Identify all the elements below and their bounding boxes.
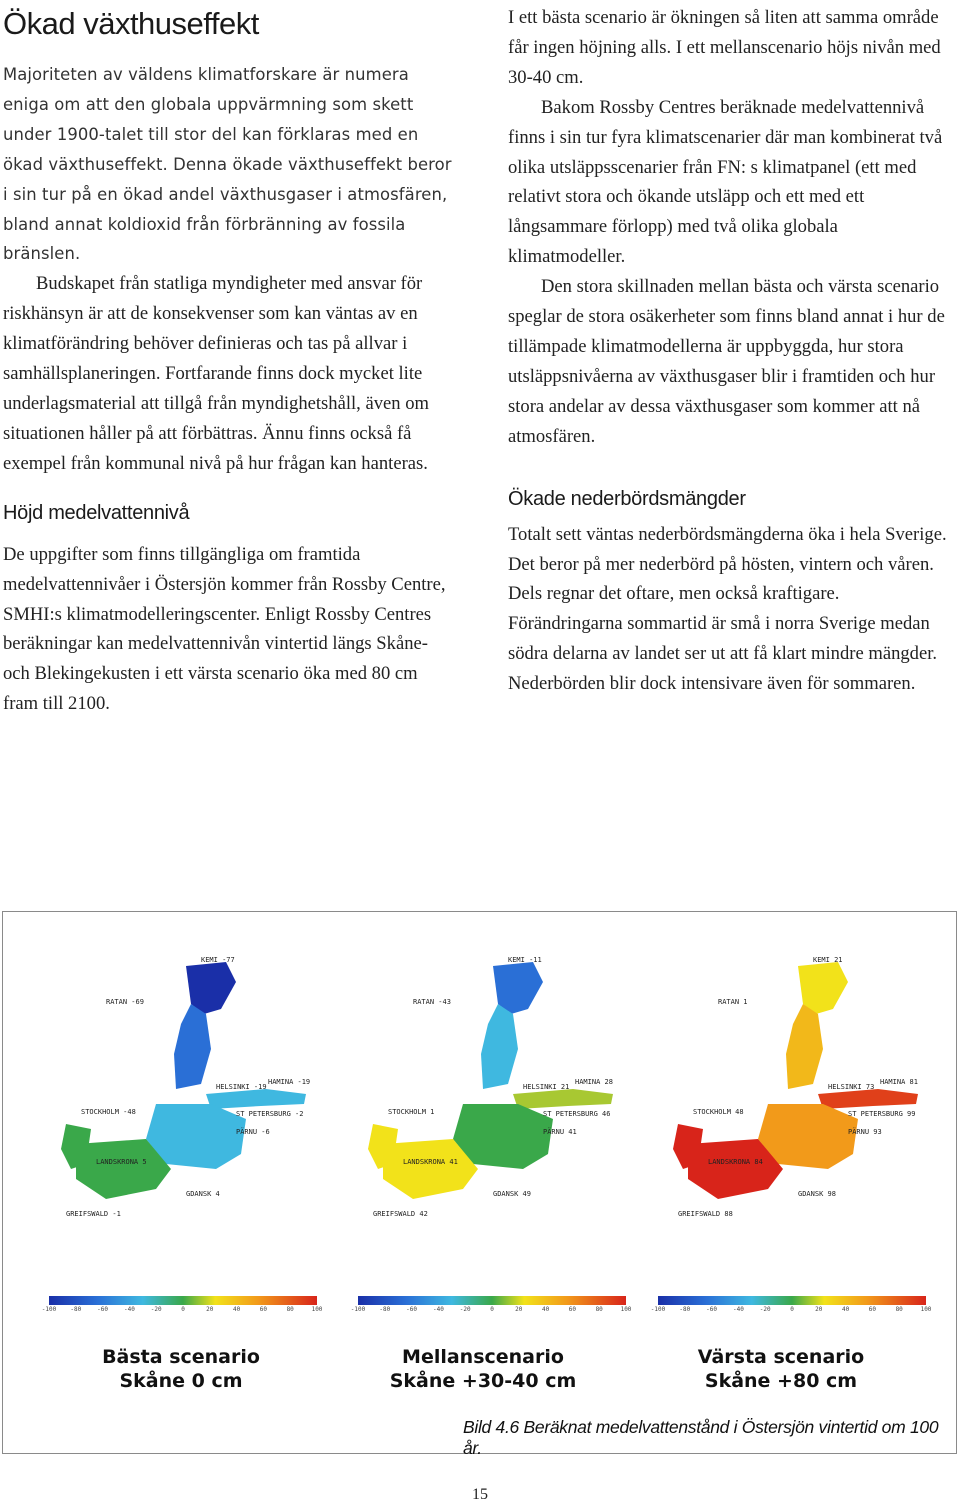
map-label-parnu: PÄRNU 93 bbox=[848, 1128, 882, 1136]
color-scale-tick: -80 bbox=[70, 1306, 82, 1313]
map-label-ratan: RATAN -69 bbox=[106, 998, 144, 1006]
map-label-helsinki: HELSINKI 73 bbox=[828, 1083, 875, 1091]
map-label-parnu: PÄRNU -6 bbox=[236, 1128, 270, 1136]
baltic-map-middle bbox=[343, 954, 643, 1219]
map-middle-scenario bbox=[343, 954, 643, 1219]
color-scale-tick: 60 bbox=[868, 1306, 877, 1313]
color-scale-gradient bbox=[358, 1296, 626, 1305]
color-scale-labels bbox=[41, 1306, 323, 1314]
map-label-stockholm: STOCKHOLM -48 bbox=[81, 1108, 136, 1116]
left-column bbox=[3, 0, 455, 719]
scenario-best-skane: Skåne 0 cm bbox=[119, 1370, 243, 1392]
page-title: Ökad växthuseffekt bbox=[3, 6, 259, 41]
right-column bbox=[508, 0, 958, 699]
color-scale-tick: 80 bbox=[286, 1306, 294, 1313]
color-scale-tick: 60 bbox=[568, 1306, 577, 1313]
color-scale-labels bbox=[350, 1306, 632, 1314]
color-scale-tick: 40 bbox=[232, 1306, 241, 1313]
color-scale-tick: 0 bbox=[181, 1306, 185, 1313]
color-scale-tick: 40 bbox=[541, 1306, 550, 1313]
color-scale-tick: -60 bbox=[706, 1306, 718, 1313]
map-label-helsinki: HELSINKI 21 bbox=[523, 1083, 570, 1091]
map-label-stpetersburg: ST PETERSBURG -2 bbox=[236, 1110, 304, 1118]
color-scale-tick: -60 bbox=[97, 1306, 109, 1313]
map-label-hamina: HAMINA -19 bbox=[268, 1078, 311, 1086]
intro-paragraph: Majoriteten av väldens klimatforskare är numera eniga om att den globala uppvärmning som skett under 1900-talet till stor del kan förklaras med en ökad växthuseffekt. Denna ökade växthuseffekt beror i sin tur på en ökad andel växthusgaser i atmosfären, bland annat koldioxid från förbränning av fossila bränslen. bbox=[3, 65, 452, 264]
scenario-middle-label bbox=[378, 1345, 588, 1393]
color-scale-tick: 100 bbox=[311, 1306, 323, 1313]
map-worst-scenario bbox=[648, 954, 948, 1219]
map-label-landskrona: LANDSKRONA 5 bbox=[96, 1158, 147, 1166]
map-label-helsinki: HELSINKI -19 bbox=[216, 1083, 267, 1091]
map-label-stpetersburg: ST PETERSBURG 99 bbox=[848, 1110, 916, 1118]
color-scale-tick: -20 bbox=[150, 1306, 162, 1313]
map-label-gdansk: GDANSK 98 bbox=[798, 1190, 836, 1198]
color-scale-middle bbox=[350, 1296, 632, 1313]
scenario-worst-title: Värsta scenario bbox=[697, 1346, 865, 1368]
paragraph-uppgifter: De uppgifter som finns tillgängliga om framtida medelvattennivåer i Östersjön kommer från Rossby Centre, SMHI:s klimatmodelleringscenter. Enligt Rossby Centres beräkningar kan medelvattennivån vintertid längs Skåne- och Blekingekusten i ett värsta scenario öka med 80 cm fram till 2100. bbox=[3, 543, 446, 715]
color-scale-tick: 20 bbox=[815, 1306, 823, 1313]
color-scale-tick: 60 bbox=[259, 1306, 268, 1313]
color-scale-tick: -40 bbox=[123, 1306, 135, 1313]
color-scale-tick: -80 bbox=[379, 1306, 391, 1313]
color-scale-tick: 80 bbox=[895, 1306, 903, 1313]
color-scale-worst bbox=[650, 1296, 932, 1313]
map-label-greifswald: GREIFSWALD 42 bbox=[373, 1210, 428, 1218]
map-label-stockholm: STOCKHOLM 1 bbox=[388, 1108, 435, 1116]
map-label-ratan: RATAN -43 bbox=[413, 998, 451, 1006]
scenario-worst-skane: Skåne +80 cm bbox=[704, 1370, 858, 1392]
scenario-middle-skane: Skåne +30-40 cm bbox=[389, 1370, 577, 1392]
color-scale-tick: 100 bbox=[620, 1306, 632, 1313]
map-label-landskrona: LANDSKRONA 41 bbox=[403, 1158, 458, 1166]
map-label-parnu: PÄRNU 41 bbox=[543, 1128, 577, 1136]
color-scale-tick: -40 bbox=[732, 1306, 744, 1313]
heading-okade-nederbordsmangder: Ökade nederbördsmängder bbox=[508, 487, 746, 510]
color-scale-tick: -20 bbox=[759, 1306, 771, 1313]
map-label-stockholm: STOCKHOLM 48 bbox=[693, 1108, 744, 1116]
color-scale-tick: -100 bbox=[650, 1306, 666, 1313]
color-scale-tick: 0 bbox=[790, 1306, 794, 1313]
color-scale-tick: -40 bbox=[432, 1306, 444, 1313]
map-label-kemi: KEMI -11 bbox=[508, 956, 542, 964]
figure-baltic-sea-levels bbox=[2, 911, 957, 1458]
paragraph-den-stora-skillnaden: Den stora skillnaden mellan bästa och värsta scenario speglar de stora osäkerheter som finns bland annat i hur de tillämpade klimatmodellerna är uppbyggda, hur stora utsläppsnivåerna av växthusgaser blir i framtiden och hur stora andelar av dessa växthusgaser som kommer att nå atmosfären. bbox=[508, 276, 945, 447]
map-label-hamina: HAMINA 28 bbox=[575, 1078, 613, 1086]
color-scale-tick: 80 bbox=[595, 1306, 603, 1313]
page-number: 15 bbox=[472, 1486, 488, 1503]
color-scale-labels bbox=[650, 1306, 932, 1314]
paragraph-budskapet: Budskapet från statliga myndigheter med ansvar för riskhänsyn är att de konsekvenser som kan väntas av en klimatförändring behöver definieras och tas på allvar i samhällsplaneringen. Fortfarande finns dock mycket lite underlagsmaterial att tillgå från myndighetshåll, även om situationen håller på att förbättras. Ännu finns också få exempel från kommunal nivå på hur frågan kan hanteras. bbox=[3, 273, 429, 474]
color-scale-tick: 20 bbox=[515, 1306, 523, 1313]
map-label-gdansk: GDANSK 4 bbox=[186, 1190, 220, 1198]
color-scale-tick: 0 bbox=[490, 1306, 494, 1313]
color-scale-tick: -80 bbox=[679, 1306, 691, 1313]
map-label-gdansk: GDANSK 49 bbox=[493, 1190, 531, 1198]
baltic-map-best bbox=[36, 954, 336, 1219]
map-label-kemi: KEMI 21 bbox=[813, 956, 843, 964]
map-label-kemi: KEMI -77 bbox=[201, 956, 235, 964]
color-scale-gradient bbox=[658, 1296, 926, 1305]
figure-caption: Bild 4.6 Beräknat medelvattenstånd i Östersjön vintertid om 100 år. bbox=[463, 1417, 939, 1458]
scenario-best-title: Bästa scenario bbox=[102, 1346, 260, 1368]
map-label-greifswald: GREIFSWALD 88 bbox=[678, 1210, 733, 1218]
map-label-ratan: RATAN 1 bbox=[718, 998, 748, 1006]
map-best-scenario bbox=[36, 954, 336, 1219]
scenario-middle-title: Mellanscenario bbox=[402, 1346, 564, 1368]
color-scale-gradient bbox=[49, 1296, 317, 1305]
color-scale-tick: -100 bbox=[41, 1306, 57, 1313]
color-scale-best bbox=[41, 1296, 323, 1313]
heading-hojd-medelvattenniva: Höjd medelvattennivå bbox=[3, 501, 190, 524]
map-label-greifswald: GREIFSWALD -1 bbox=[66, 1210, 121, 1218]
map-label-landskrona: LANDSKRONA 84 bbox=[708, 1158, 763, 1166]
color-scale-tick: 100 bbox=[920, 1306, 932, 1313]
map-label-hamina: HAMINA 81 bbox=[880, 1078, 918, 1086]
paragraph-bakom-rossby: Bakom Rossby Centres beräknade medelvattennivå finns i sin tur fyra klimatscenarier där man kombinerat två olika utsläppsscenarier från FN: s klimatpanel (ett med relativt stora och ökande utsläpp och ett med ett långsammare förlopp) med två olika globala klimatmodeller. bbox=[508, 96, 943, 268]
scenario-worst-label bbox=[681, 1345, 881, 1393]
color-scale-tick: 40 bbox=[841, 1306, 850, 1313]
scenario-best-label bbox=[81, 1345, 281, 1393]
color-scale-tick: -100 bbox=[350, 1306, 366, 1313]
paragraph-basta-scenario: I ett bästa scenario är ökningen så liten att samma område får ingen höjning alls. I ett mellanscenario höjs nivån med 30-40 cm. bbox=[508, 7, 941, 88]
baltic-map-worst bbox=[648, 954, 948, 1219]
color-scale-tick: -60 bbox=[406, 1306, 418, 1313]
paragraph-nederbord: Totalt sett väntas nederbördsmängderna öka i hela Sverige. Det beror på mer nederbörd på hösten, vintern och våren. Dels regnar det oftare, men också kraftigare. Förändringarna sommartid är små i norra Sverige medan södra delarna av landet ser ut att få klart mindre mängder. Nederbörden blir dock intensivare även för sommaren. bbox=[508, 523, 947, 695]
color-scale-tick: -20 bbox=[459, 1306, 471, 1313]
map-label-stpetersburg: ST PETERSBURG 46 bbox=[543, 1110, 611, 1118]
color-scale-tick: 20 bbox=[206, 1306, 214, 1313]
